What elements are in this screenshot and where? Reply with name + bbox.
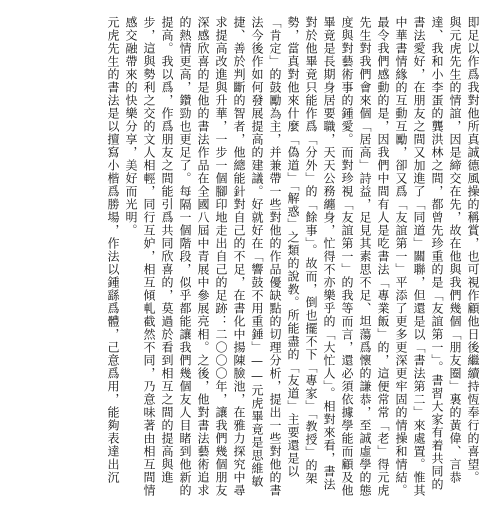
vertical-text-body <box>18 16 482 499</box>
paragraph-2: 與元虎先生的情誼，因是締交在先，故在他與我們幾個「朋友圈」裏的黃偉、言恭達、我和小李蛋的龔洪林之間，都曾先珍重的是「友誼第一」。書習大家有着共同的書法愛好，在朋友之間又加進了「同道」關聯，但還是以「書法第二」來處置。惟其中華書情緣的互動互勵，卻又爲「友誼第一」平添了更多更深更牢固的情操和情結。最令我們感動的是，因我們中間有人是吃書法「專業飯」的，這便常常「老」得元虎先生對我們會來個「居高」詩益，足見其素思不足、坦蕩爲懷的謙恭，至誠虛學的態度與對藝術事的鍾愛。而對珍視「友誼第一」的我等而言，還必須依據學能而顧及他畢竟是長期身居要職，天天公務纏身，忙得不亦樂乎的「大忙人」。相對來看，書法對於他畢竟只能作爲「分外」的「餘事」。故而，倒也擺不下「專家」「教授」的架勢，當真對他來什麼「偽道」「解惑」之類的說教。所能盡的「友道」主要還是以「肯定」的鼓勵為主，并兼帶一些對他的作品優缺點的切理分析，提出一些對他的書法今後作如何發展提高的建議。好就好在「響鼓不用重錘」——元虎畢竟是思維敏捷、善於判斷的智者，他總能針對自己的不足，在書化中揚陳臉池，在雅力探究中尋求提高改進與升華，一步一個腳印地走出自己的足跡：二〇〇〇年，讓我們幾個朋友深感欣喜的是他的書法作品在全國八屆中青展中參展亮相。之後，他對書法藝術追求的熱情更高，鑽勁也更足了。每隔一個階段，似乎都能讓我們幾個友人目睹到他新的提高。我以爲，作爲朋友之間能引爲共同欣喜的，莫過於看到相互之間的提高與進步，這與勢利之交的文人相輕，同行互妒，相互傾軋截然不同，乃意味著由相互間情感交融帶來的快樂分享，美好而光明。 <box>124 16 462 497</box>
paragraph-3: 元虎先生的書法是以擅寫小楷爲勝場，作法以鍾繇爲體，己意爲用，能夠表達出沉 <box>106 16 120 484</box>
paragraph-1: 即足以作爲我對他所真誠德風操的稱賞，也可視作顧他日後繼續持恆奉行的喜望。 <box>466 16 480 484</box>
